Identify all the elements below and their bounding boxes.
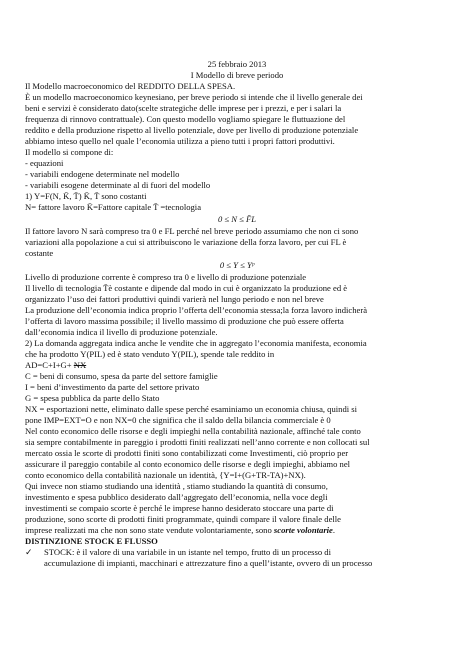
text-period: . [332,525,336,535]
text-line: - variabili endogene determinate nel modello [25,169,180,179]
text-line: È un modello macroeconomico keynesiano, per breve periodo si intende che il livello generale dei [25,92,363,102]
text-line: investimenti se compaio scorte è perché le imprese hanno desiderato stoccare una parte di [25,503,334,513]
text-line-with-emphasis [25,525,335,536]
equation-line: 1) Y=F(N, K̄, T̄) K̄, T̄ sono costanti [25,191,147,201]
text-line: pone IMP=EXT=O e non NX=0 che significa che il saldo della bilancia commerciale è 0 [25,415,331,425]
text-line: investimento e spesa pubblico desiderato dall’aggregato dell’economia, nella voce degli [25,492,328,502]
text-line: mercato ossia le scorte di prodotti finiti sono contabilizzati come Investimenti, ciò proprio per [25,448,349,458]
emphasis-scorte-volontarie: scorte volontarie [273,525,333,535]
text-line: organizzato l’uso dei fattori produttivi quindi varierà nel lungo periodo e non nel breve [25,294,324,304]
section-heading: DISTINZIONE STOCK E FLUSSO [25,536,158,546]
text-line: - equazioni [25,158,64,168]
text-line: beni e servizi è considerato dato(scelte strategiche delle imprese per i prezzi, e per i salari la [25,103,342,113]
text-line: reddito e della produzione rispetto al livello potenziale, dove per livello di produzione potenziale [25,125,359,135]
text-line: Il modello si compone di: [25,147,114,157]
ad-struck-term: NX [73,360,87,370]
text-line: Il fattore lavoro N sarà compreso tra 0 e FL perché nel breve periodo assumiamo che non ci sono [25,226,359,236]
aggregate-demand-equation [25,360,86,371]
text-line: C = beni di consumo, spesa da parte del settore famiglie [25,371,218,381]
equation-centered: 0 ≤ Y ≤ Yᵖ [219,260,255,270]
text-line: dall’economia indica il livello di produzione potenziale. [25,327,218,337]
text-line: I = beni d’investimento da parte del settore privato [25,382,200,392]
document-title: I Modello di breve periodo [190,70,284,80]
text-line: l’offerta di lavoro massima possibile; il livello massimo di produzione che può essere offerta [25,316,344,326]
text-line: La produzione dell’economia indica proprio l’offerta dell’economia stessa;la forza lavoro indicherà [25,305,368,315]
ad-equation-text: AD=C+I+G+ [25,360,74,370]
text-line: Livello di produzione corrente è compreso tra 0 e livello di produzione potenziale [25,272,307,282]
text-line: NX = esportazioni nette, eliminato dalle spese perché esaminiamo un economia chiusa, quindi si [25,404,358,414]
text-line: che ha prodotto Y(PIL) ed è stato venduto Y(PIL), spende tale reddito in [25,349,275,359]
equation-centered: 0 ≤ N ≤ F̄L [217,214,257,224]
text-line: frequenza di rinnovo contrattuale). Con questo modello vogliamo spiegare le fluttuazione del [25,114,346,124]
bullet-stock-line: accumulazione di impianti, macchinari e attrezzature fino a quell’istante, ovvero di un processo [44,558,373,568]
text-line: abbiamo inteso quello nel quale l’economia utilizza a pieno tutti i propri fattori produttivi. [25,136,335,146]
text-line: 2) La domanda aggregata indica anche le vendite che in aggregato l’economia manifesta, economia [25,338,367,348]
text-line: - variabili esogene determinate al di fuori del modello [25,180,211,190]
checkmark-icon: ✓ [25,547,33,557]
equation-legend: N= fattore lavoro K̄=Fattore capitale T̄ =tecnologia [25,202,202,212]
text-line: G = spesa pubblica da parte dello Stato [25,393,160,403]
text-line: costante [25,248,54,258]
text-line: sia sempre contabilmente in pareggio i prodotti finiti realizzati nell’anno corrente e non collocati sul [25,437,370,447]
text-line: Il Modello macroeconomico del REDDITO DELLA SPESA. [25,81,236,91]
text-line: Nel conto economico delle risorse e degli impieghi nella contabilità nazionale, affinché tale conto [25,426,361,436]
text-line: variazioni alla popolazione a cui si attribuiscono le variazione della forza lavoro, per cui FL è [25,237,347,247]
bullet-stock-line: STOCK: è il valore di una variabile in un istante nel tempo, frutto di un processo di [44,547,331,557]
text-line: imprese realizzati ma che non sono state vendute volontariamente, sono [25,525,272,535]
text-line: Qui invece non stiamo studiando una identità , stiamo studiando la quantità di consumo, [25,481,328,491]
text-line: conto economico della contabilità nazionale un identità, {Y=I+(G+TR-TA)+NX). [25,470,306,480]
text-line: produzione, sono scorte di prodotti finiti programmate, quindi compare il valore finale delle [25,514,341,524]
text-line: Il livello di tecnologia T̄è costante e dipende dal modo in cui è organizzato la produzione ed è [25,283,348,293]
text-line: assicurare il pareggio contabile al conto economico delle risorse e degli impieghi, abbiamo nel [25,459,351,469]
document-date: 25 febbraio 2013 [207,59,267,69]
